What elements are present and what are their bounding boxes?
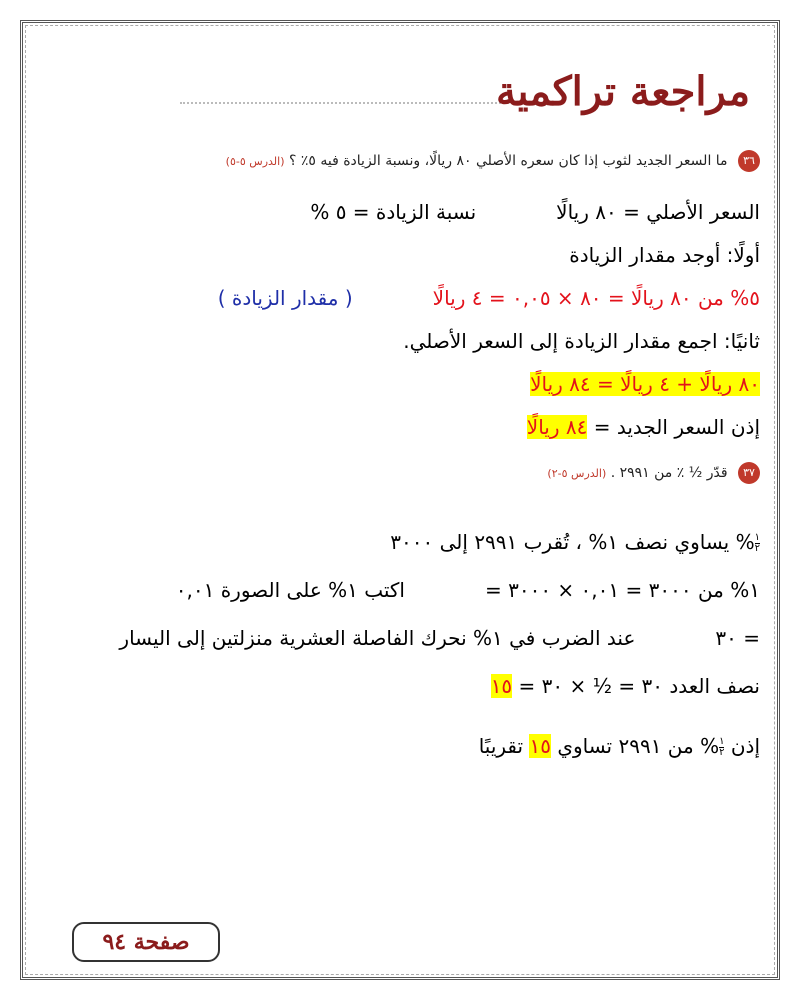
question-text: ما السعر الجديد لثوب إذا كان سعره الأصلي ٨٠ ريالًا، ونسبة الزيادة فيه ٥٪ ؟ xyxy=(288,153,728,169)
solution-line: = ٣٠عند الضرب في ١% نحرك الفاصلة العشرية منزلتين إلى اليسار xyxy=(119,626,760,650)
solution-line: $\frac{١}{٢}$ % يساوي نصف ١% ، تُقرب ٢٩٩١ إلى ٣٠٠٠ xyxy=(390,530,760,554)
increase-rate: نسبة الزيادة = ٥ % xyxy=(310,200,477,224)
original-price: السعر الأصلي = ٨٠ ريالًا xyxy=(556,200,760,224)
solution-line xyxy=(40,372,760,396)
solution-line: أولًا: أوجد مقدار الزيادة xyxy=(569,243,760,267)
page-number: صفحة ٩٤ xyxy=(72,922,220,962)
page-title: مراجعة تراكمية xyxy=(495,68,750,115)
question-number-badge: ٣٦ xyxy=(738,150,760,172)
fraction-half: $\frac{١}{٢}$ xyxy=(754,532,760,554)
solution-line xyxy=(40,200,760,224)
sum-calculation: ٨٠ ريالًا + ٤ ريالًا = ٨٤ ريالًا xyxy=(530,372,760,396)
half-result: ١٥ xyxy=(490,674,513,698)
fraction-half: $\frac{١}{٢}$ xyxy=(719,736,725,758)
title-dotted-rule xyxy=(180,102,540,104)
solution-line: إذن $\frac{١}{٢}$ % من ٢٩٩١ تساوي ١٥ تقريبًا xyxy=(478,734,760,758)
solution-line: ثانيًا: اجمع مقدار الزيادة إلى السعر الأصلي. xyxy=(403,329,760,353)
solution-line: نصف العدد ٣٠ = ½ × ٣٠ = ١٥ xyxy=(490,674,760,698)
question-36 xyxy=(40,150,760,172)
solution-line: إذن السعر الجديد = ٨٤ ريالًا xyxy=(526,415,760,439)
increase-note: ( مقدار الزيادة ) xyxy=(217,286,353,310)
question-number-badge: ٣٧ xyxy=(738,462,760,484)
final-answer: ٨٤ ريالًا xyxy=(526,415,588,439)
solution-line: ١% من ٣٠٠٠ = ٠,٠١ × ٣٠٠٠ =اكتب ١% على الصورة ٠,٠١ xyxy=(175,578,760,602)
lesson-ref: (الدرس ٥-٥) xyxy=(225,155,285,168)
solution-line xyxy=(40,286,760,310)
lesson-ref: (الدرس ٥-٢) xyxy=(547,467,607,480)
question-text: قدّر ½ ٪ من ٢٩٩١ . xyxy=(610,465,728,481)
increase-calculation: ٥% من ٨٠ ريالًا = ٨٠ × ٠,٠٥ = ٤ ريالًا xyxy=(432,286,760,310)
title-row xyxy=(180,68,750,128)
question-37 xyxy=(40,462,760,484)
estimate-answer: ١٥ xyxy=(529,734,551,758)
